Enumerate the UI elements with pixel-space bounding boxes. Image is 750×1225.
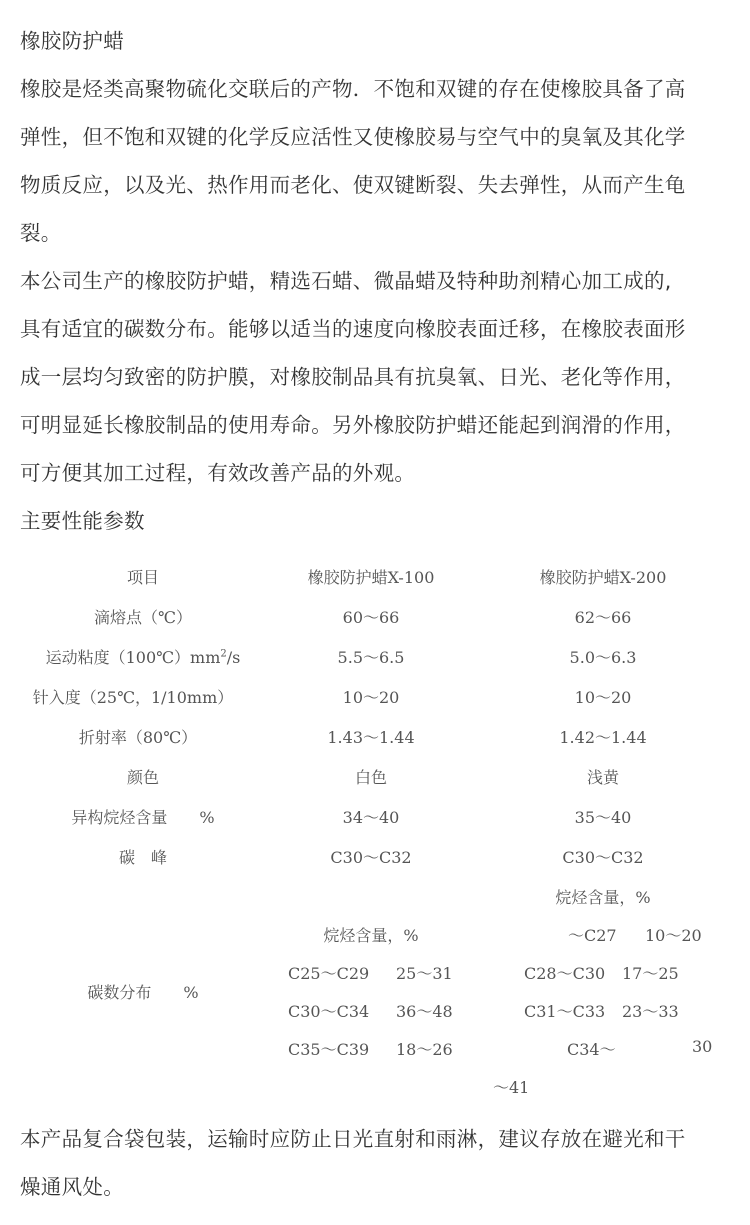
carbon-x200-value: 17～25 (622, 964, 679, 983)
header-x200: 橡胶防护蜡X-200 (539, 568, 667, 587)
carbon-x200-range: C34～ (567, 1040, 616, 1059)
spec-heading: 主要性能参数 (20, 509, 145, 533)
footer-line-2: 燥通风处。 (20, 1175, 124, 1199)
carbon-x100-range: C30～C34 (288, 1002, 370, 1021)
carbon-x200-value: 10～20 (645, 926, 702, 945)
carbon-x200-value: 23～33 (622, 1002, 679, 1021)
carbon-x100-value: 18～26 (396, 1040, 453, 1059)
carbon-x200-value: 30 (692, 1037, 713, 1056)
carbon-x100-header: 烷烃含量，% (323, 926, 419, 945)
intro-line-1: 橡胶是烃类高聚物硫化交联后的产物．不饱和双键的存在使橡胶具备了高 (20, 77, 686, 101)
row-x100: 60～66 (342, 608, 400, 627)
carbon-x200-value-wrap: ～41 (493, 1078, 530, 1097)
carbon-x100-range: C35～C39 (288, 1040, 370, 1059)
intro-line-3: 物质反应，以及光、热作用而老化、使双键断裂、失去弹性，从而产生龟 (20, 173, 686, 197)
row-x200: 1.42～1.44 (559, 728, 647, 747)
carbon-x100-value: 36～48 (396, 1002, 453, 1021)
row-x100: 1.43～1.44 (327, 728, 415, 747)
row-x200: 35～40 (574, 808, 632, 827)
desc-line-1: 本公司生产的橡胶防护蜡，精选石蜡、微晶蜡及特种助剂精心加工成的, (20, 269, 672, 293)
carbon-dist-label: 碳数分布 % (87, 983, 199, 1002)
carbon-x200-header: 烷烃含量，% (555, 888, 651, 907)
row-x200: 浅黄 (586, 768, 620, 787)
row-label: 碳 峰 (118, 848, 168, 867)
row-x100: 34～40 (342, 808, 400, 827)
carbon-x100-range: C25～C29 (288, 964, 370, 983)
row-label: 针入度（25℃，1/10mm） (32, 688, 234, 707)
desc-line-5: 可方便其加工过程，有效改善产品的外观。 (20, 461, 416, 485)
desc-line-3: 成一层均匀致密的防护膜，对橡胶制品具有抗臭氧、日光、老化等作用， (20, 365, 686, 389)
footer-line-1: 本产品复合袋包装，运输时应防止日光直射和雨淋，建议存放在避光和干 (20, 1127, 686, 1151)
carbon-x200-range: ～C27 (568, 926, 617, 945)
row-x200: 5.0～6.3 (569, 648, 637, 667)
header-item: 项目 (126, 568, 160, 587)
header-x100: 橡胶防护蜡X-100 (307, 568, 435, 587)
carbon-x200-range: C31～C33 (524, 1002, 606, 1021)
row-label: 折射率（80℃） (78, 728, 198, 747)
intro-line-2: 弹性，但不饱和双键的化学反应活性又使橡胶易与空气中的臭氧及其化学 (20, 125, 686, 149)
carbon-x200-range: C28～C30 (524, 964, 606, 983)
row-label: 颜色 (126, 768, 160, 787)
row-x100: 5.5～6.5 (337, 648, 405, 667)
desc-line-4: 可明显延长橡胶制品的使用寿命。另外橡胶防护蜡还能起到润滑的作用， (20, 413, 686, 437)
row-label-viscosity: 运动粘度$(100℃)mm^2/s$ (45, 648, 241, 667)
carbon-x100-value: 25～31 (396, 964, 453, 983)
desc-line-2: 具有适宜的碳数分布。能够以适当的速度向橡胶表面迁移，在橡胶表面形 (20, 317, 686, 341)
row-x200: C30～C32 (562, 848, 644, 867)
row-x100: 10～20 (342, 688, 400, 707)
row-x200: 10～20 (574, 688, 632, 707)
row-label: 滴熔点（℃） (94, 608, 192, 627)
row-x100: 白色 (354, 768, 388, 787)
row-label: 异构烷烃含量 % (71, 808, 215, 827)
row-x200: 62～66 (574, 608, 632, 627)
page-title: 橡胶防护蜡 (20, 29, 124, 53)
intro-line-4: 裂。 (20, 221, 62, 245)
row-x100: C30～C32 (330, 848, 412, 867)
